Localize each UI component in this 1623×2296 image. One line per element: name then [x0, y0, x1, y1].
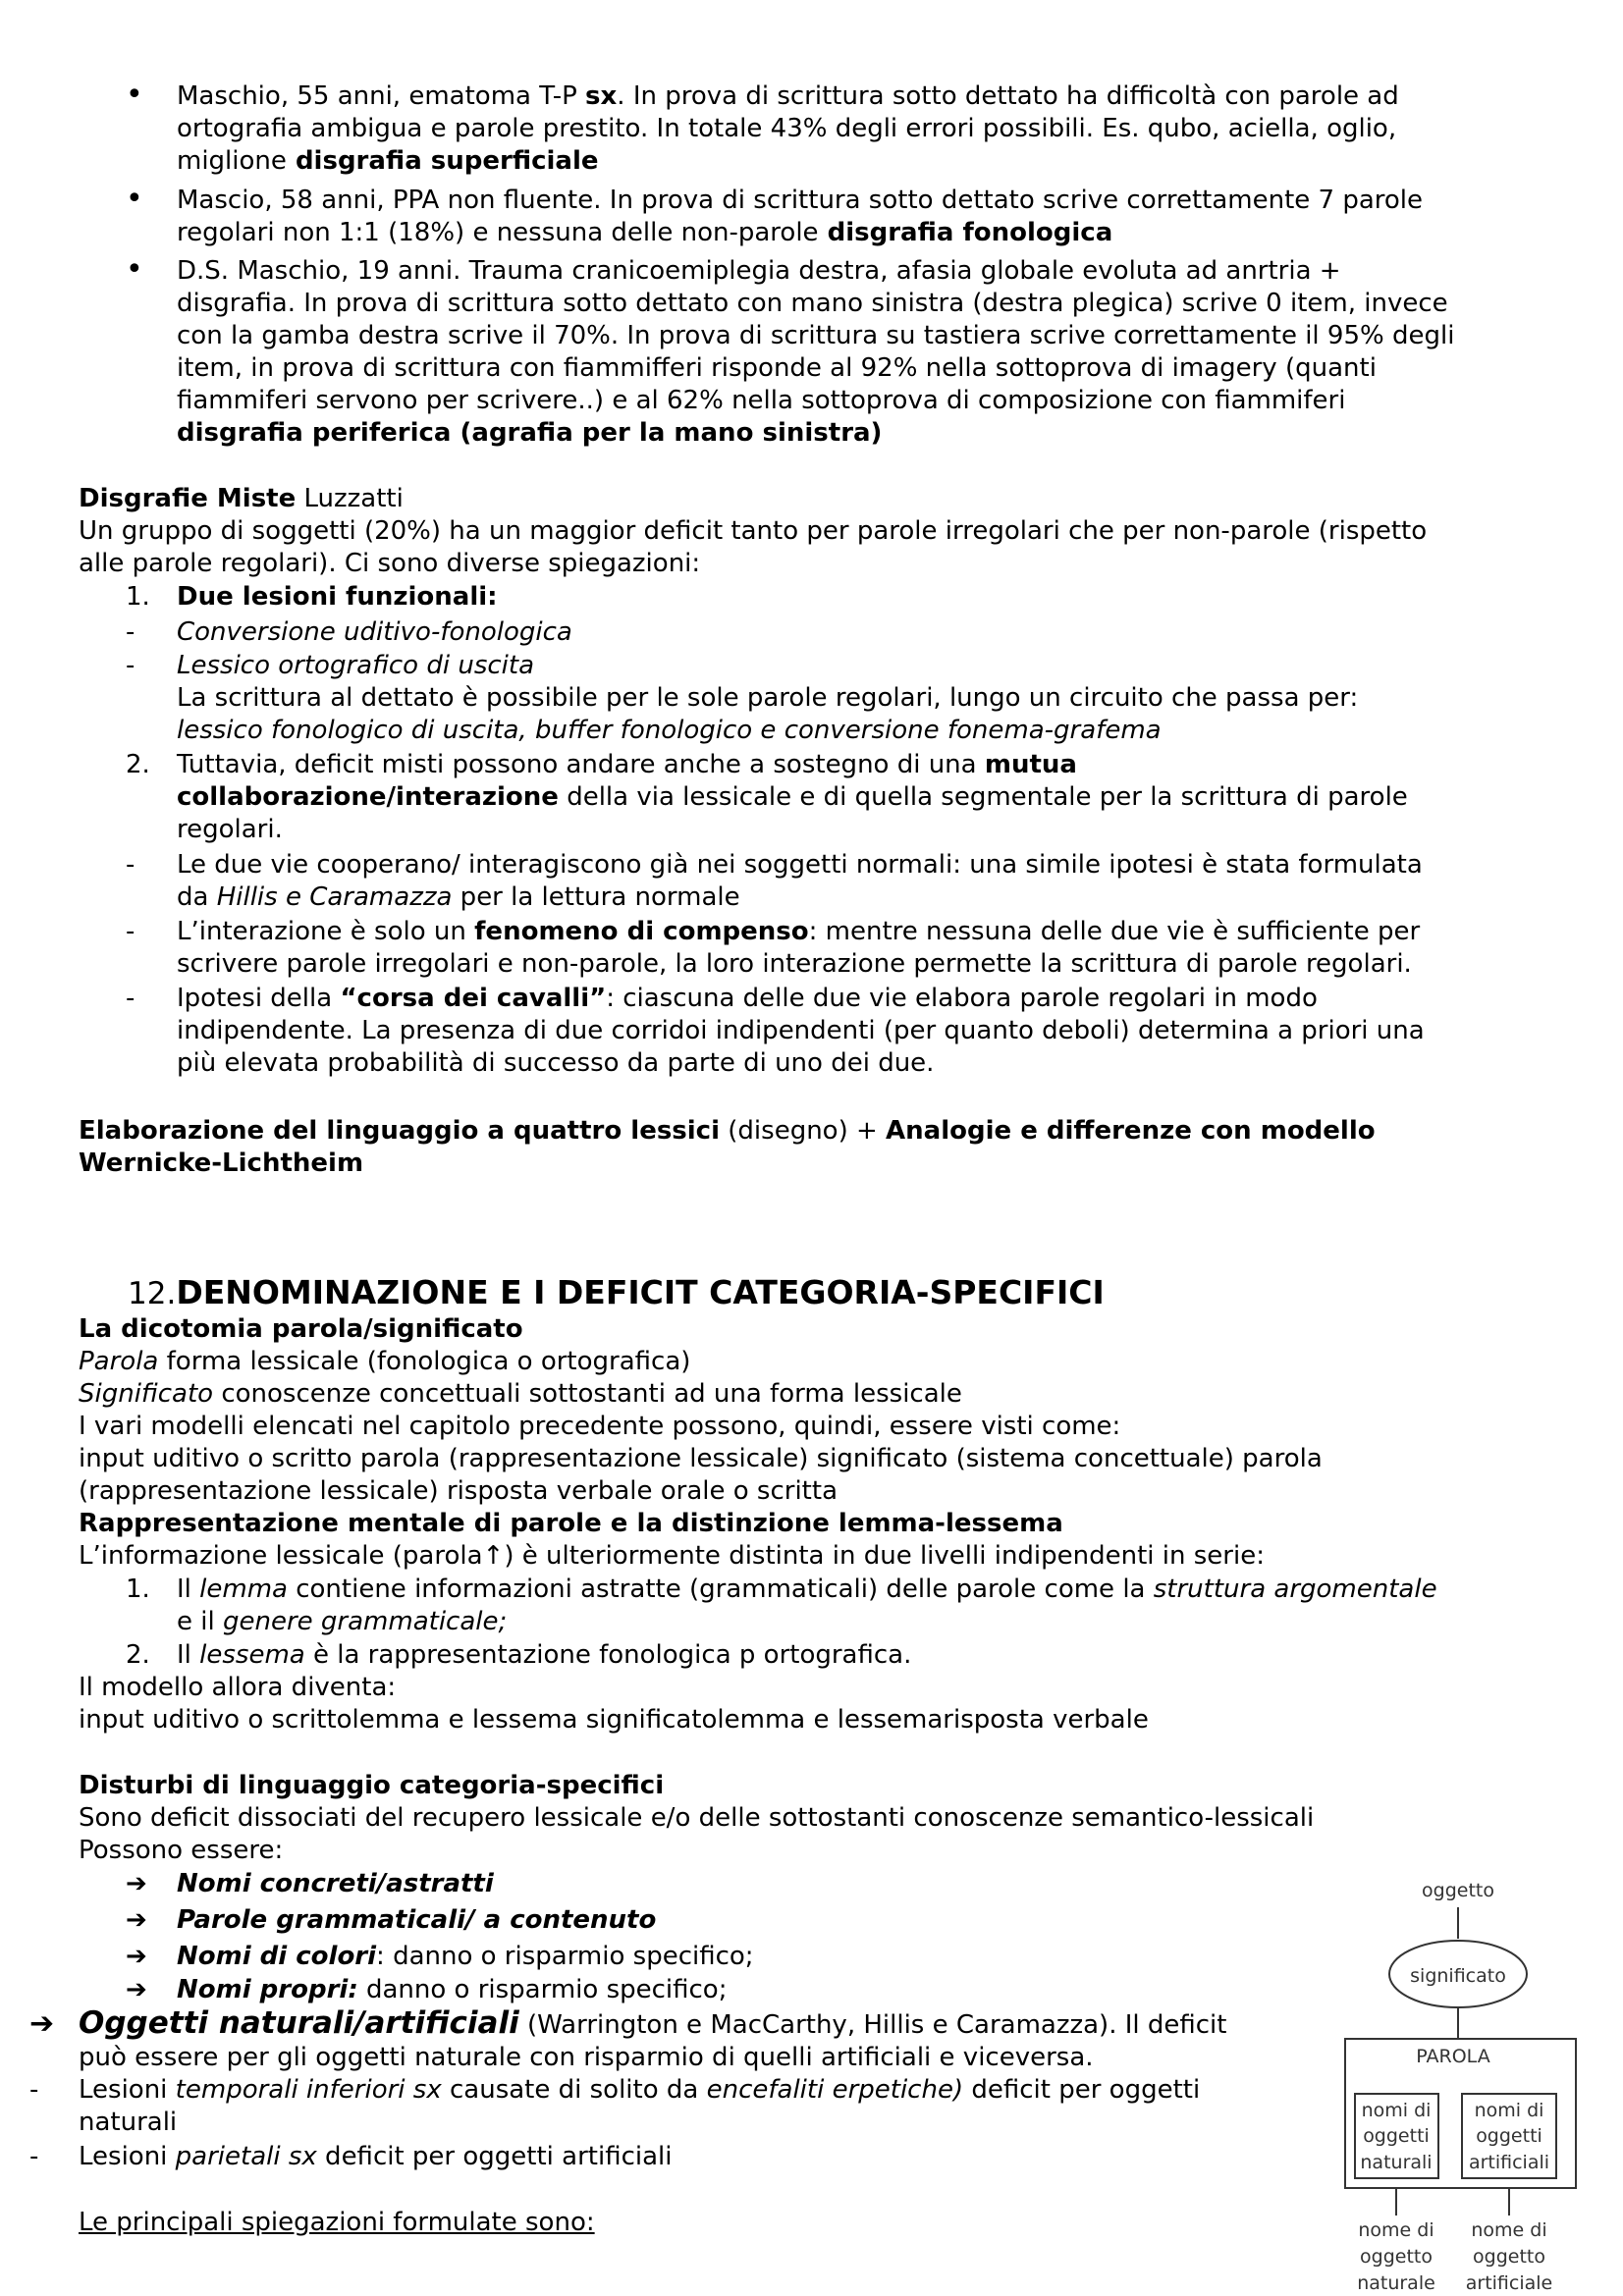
bullet: •	[126, 78, 143, 112]
miste-dash-4: L’interazione è solo un fenomeno di compenso: mentre nessuna delle due vie è sufficiente per scrivere parole irregolari e non-parole, la loro interazione permette la scrittura di parole regolari.	[177, 917, 1421, 979]
bullet: •	[126, 182, 143, 216]
dash: -	[126, 651, 135, 680]
diagram-out-artificiale-l1: nome di	[1471, 2219, 1547, 2241]
chapter-heading: 12.DENOMINAZIONE E I DEFICIT CATEGORIA-SPECIFICI	[128, 1273, 1105, 1311]
diagram-significato: significato	[1410, 1965, 1506, 1987]
diagram-out-naturale-l1: nome di	[1358, 2219, 1434, 2241]
diagram-box-artificiali-l2: oggetti	[1476, 2125, 1542, 2147]
miste-dash-1: Conversione uditivo-fonologica	[177, 617, 572, 647]
arrow-icon: ➔	[126, 1942, 147, 1971]
case-1: Maschio, 55 anni, ematoma T-P sx. In prova di scrittura sotto dettato ha difficoltà con parole ad ortografia ambigua e parole prestito. In totale 43% degli errori possibili. Es. qubo, aciella, oglio, miglione disgrafia superficiale	[177, 81, 1399, 176]
dist-lesion-2: Lesioni parietali sx deficit per oggetti artificiali	[79, 2142, 673, 2171]
spiegazioni-heading: Le principali spiegazioni formulate sono:	[79, 2208, 595, 2237]
diagram-out-naturale-l3: naturale	[1357, 2272, 1435, 2292]
dist-item-3: Nomi di colori: danno o risparmio specifico;	[177, 1942, 754, 1971]
miste-dash-2: Lessico ortografico di uscita La scrittura al dettato è possibile per le sole parole regolari, lungo un circuito che passa per: lessico fonologico di uscita, buffer fonologico e conversione fonema-grafema	[177, 651, 1359, 745]
dist-item-5: Oggetti naturali/artificiali (Warrington e MacCarthy, Hillis e Caramazza). Il deficit può essere per gli oggetti naturale con risparmio di quelli artificiali e viceversa.	[79, 2005, 1227, 2072]
diagram-oggetto: oggetto	[1422, 1880, 1494, 1901]
dicotomia-section: La dicotomia parola/significato Parola forma lessicale (fonologica o ortografica) Significato conoscenze concettuali sottostanti ad una forma lessicale I vari modelli elencati nel capitolo precedente possono, quindi, essere visti come: input uditivo o scritto parola (rappresentazione lessicale) significato (sistema concettuale) parola (rappresentazione lessicale) risposta verbale orale o scritta Rappresentazione mentale di parole e la distinzione lemma-lessema L’informazione lessicale (parola↑) è ulteriormente distinta in due livelli indipendenti in serie:	[79, 1314, 1323, 1571]
diagram-box-naturali-l2: oggetti	[1363, 2125, 1430, 2147]
diagram-out-artificiale-l3: artificiale	[1465, 2272, 1553, 2292]
diagram-out-artificiale-l2: oggetto	[1473, 2246, 1545, 2268]
miste-item-1: Due lesioni funzionali:	[177, 582, 498, 612]
list-number: 1.	[126, 582, 150, 612]
arrow-icon: ➔	[126, 1975, 147, 2004]
dash: -	[29, 2075, 39, 2105]
arrow-icon: ➔	[29, 2006, 55, 2041]
miste-item-2: Tuttavia, deficit misti possono andare anche a sostegno di una mutua collaborazione/interazione della via lessicale e di quella segmentale per la scrittura di parole regolari.	[177, 750, 1408, 844]
miste-dash-3: Le due vie cooperano/ interagiscono già nei soggetti normali: una simile ipotesi è stata formulata da Hillis e Caramazza per la lettura normale	[177, 850, 1423, 912]
diagram-box-artificiali-l1: nomi di	[1474, 2100, 1544, 2121]
rapp-item-1: Il lemma contiene informazioni astratte (grammaticali) delle parole come la struttura argomentale e il genere grammaticale;	[177, 1575, 1437, 1636]
list-number: 2.	[126, 750, 150, 779]
dash: -	[29, 2142, 39, 2171]
list-number: 1.	[126, 1575, 150, 1604]
diagram-box-naturali-l3: naturali	[1360, 2152, 1433, 2173]
word-meaning-diagram	[1335, 1870, 1600, 2292]
diagram-box-artificiali-l3: artificiali	[1468, 2152, 1550, 2173]
dist-item-2: Parole grammaticali/ a contenuto	[177, 1905, 657, 1935]
diagram-parola: PAROLA	[1416, 2046, 1490, 2067]
diagram-out-naturale-l2: oggetto	[1360, 2246, 1433, 2268]
dist-item-4: Nomi propri: danno o risparmio specifico;	[177, 1975, 728, 2004]
dash: -	[126, 850, 135, 880]
rapp-model: Il modello allora diventa: input uditivo o scrittolemma e lessema significatolemma e lessemarisposta verbale	[79, 1673, 1149, 1735]
dash: -	[126, 617, 135, 647]
diagram-box-naturali-l1: nomi di	[1361, 2100, 1432, 2121]
arrow-icon: ➔	[126, 1905, 147, 1935]
miste-section: Disgrafie Miste Luzzatti Un gruppo di soggetti (20%) ha un maggior deficit tanto per parole irregolari che per non-parole (rispetto alle parole regolari). Ci sono diverse spiegazioni:	[79, 484, 1428, 578]
bullet: •	[126, 252, 143, 287]
miste-dash-5: Ipotesi della “corsa dei cavalli”: ciascuna delle due vie elabora parole regolari in modo indipendente. La presenza di due corridoi indipendenti (per quanto deboli) determina a priori una più elevata probabilità di successo da parte di uno dei due.	[177, 984, 1425, 1078]
arrow-icon: ➔	[126, 1869, 147, 1898]
dist-lesion-1: Lesioni temporali inferiori sx causate di solito da encefaliti erpetiche) deficit per oggetti naturali	[79, 2075, 1201, 2137]
case-3: D.S. Maschio, 19 anni. Trauma cranicoemiplegia destra, afasia globale evoluta ad anrtria + disgrafia. In prova di scrittura sotto dettato con mano sinistra (destra plegica) scrive 0 item, invece con la gamba destra scrive il 70%. In prova di scrittura su tastiera scrive correttamente il 95% degli item, in prova di scrittura con fiammifferi risponde al 92% nella sottoprova di imagery (quanti fiammiferi servono per scrivere..) e al 62% nella sottoprova di composizione con fiammiferi disgrafia periferica (agrafia per la mano sinistra)	[177, 256, 1455, 448]
dist-item-1: Nomi concreti/astratti	[177, 1869, 494, 1898]
disturbi-section: Disturbi di linguaggio categoria-specifici Sono deficit dissociati del recupero lessicale e/o delle sottostanti conoscenze semantico-lessicali Possono essere:	[79, 1771, 1315, 1865]
elaborazione-line: Elaborazione del linguaggio a quattro lessici (disegno) + Analogie e differenze con modello Wernicke-Lichtheim	[79, 1116, 1376, 1178]
dash: -	[126, 917, 135, 946]
list-number: 2.	[126, 1640, 150, 1670]
dash: -	[126, 984, 135, 1013]
rapp-item-2: Il lessema è la rappresentazione fonologica p ortografica.	[177, 1640, 912, 1670]
case-2: Mascio, 58 anni, PPA non fluente. In prova di scrittura sotto dettato scrive correttamente 7 parole regolari non 1:1 (18%) e nessuna delle non-parole disgrafia fonologica	[177, 186, 1424, 247]
